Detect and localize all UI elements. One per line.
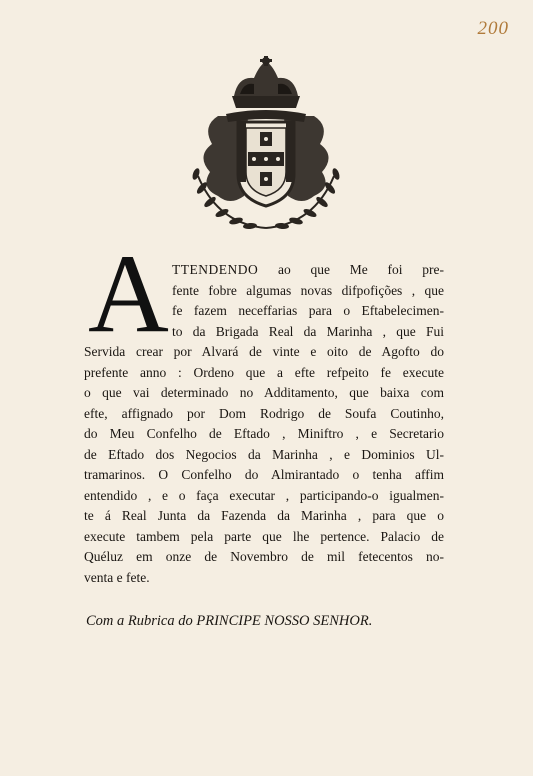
decree-line — [172, 260, 444, 281]
decree-line: fe fazem neceffarias para o Eftabelecimen- — [172, 303, 444, 318]
decree-line: Quéluz em onze de Novembro de mil fetecentos no- — [84, 549, 444, 564]
decree-line: Servida crear por Alvará de vinte e oito de Agofto do — [84, 344, 444, 359]
portuguese-royal-coat-of-arms-icon — [178, 56, 354, 234]
decree-line: fente fobre algumas novas difpofições , que — [172, 282, 444, 298]
decree-body — [84, 260, 444, 588]
decree-line: do Meu Confelho de Eftado , Miniftro , e Secretario — [84, 426, 444, 441]
decree-line: efte, affignado por Dom Rodrigo de Soufa Coutinho, — [84, 405, 444, 421]
decree-line: de Eftado dos Negocios da Marinha , e Dominios Ul- — [84, 446, 444, 462]
decree-line: tramarinos. O Confelho do Almirantado o tenha affim — [84, 467, 444, 482]
decree-line: execute tambem pela parte que lhe pertence. Palacio de — [84, 528, 444, 544]
royal-signature-line: Com a Rubrica do PRINCIPE NOSSO SENHOR. — [86, 613, 373, 629]
decree-line: venta e fete. — [84, 569, 150, 585]
decree-line-text: ao que Me foi pre- — [258, 262, 444, 277]
folio-number: 200 — [477, 18, 509, 39]
decree-line: entendido , e o faça executar , participando-o igualmen- — [84, 487, 444, 503]
decree-line: te á Real Junta da Fazenda da Marinha , para que o — [84, 508, 444, 523]
decree-line: o que vai determinado no Additamento, que baixa com — [84, 385, 444, 400]
opening-word: TTENDENDO — [172, 262, 259, 277]
decree-line: prefente anno : Ordeno que a efte refpeito fe execute — [84, 364, 444, 380]
drop-cap-letter: A — [88, 232, 169, 356]
decree-line: to da Brigada Real da Marinha , que Fui — [172, 323, 444, 339]
